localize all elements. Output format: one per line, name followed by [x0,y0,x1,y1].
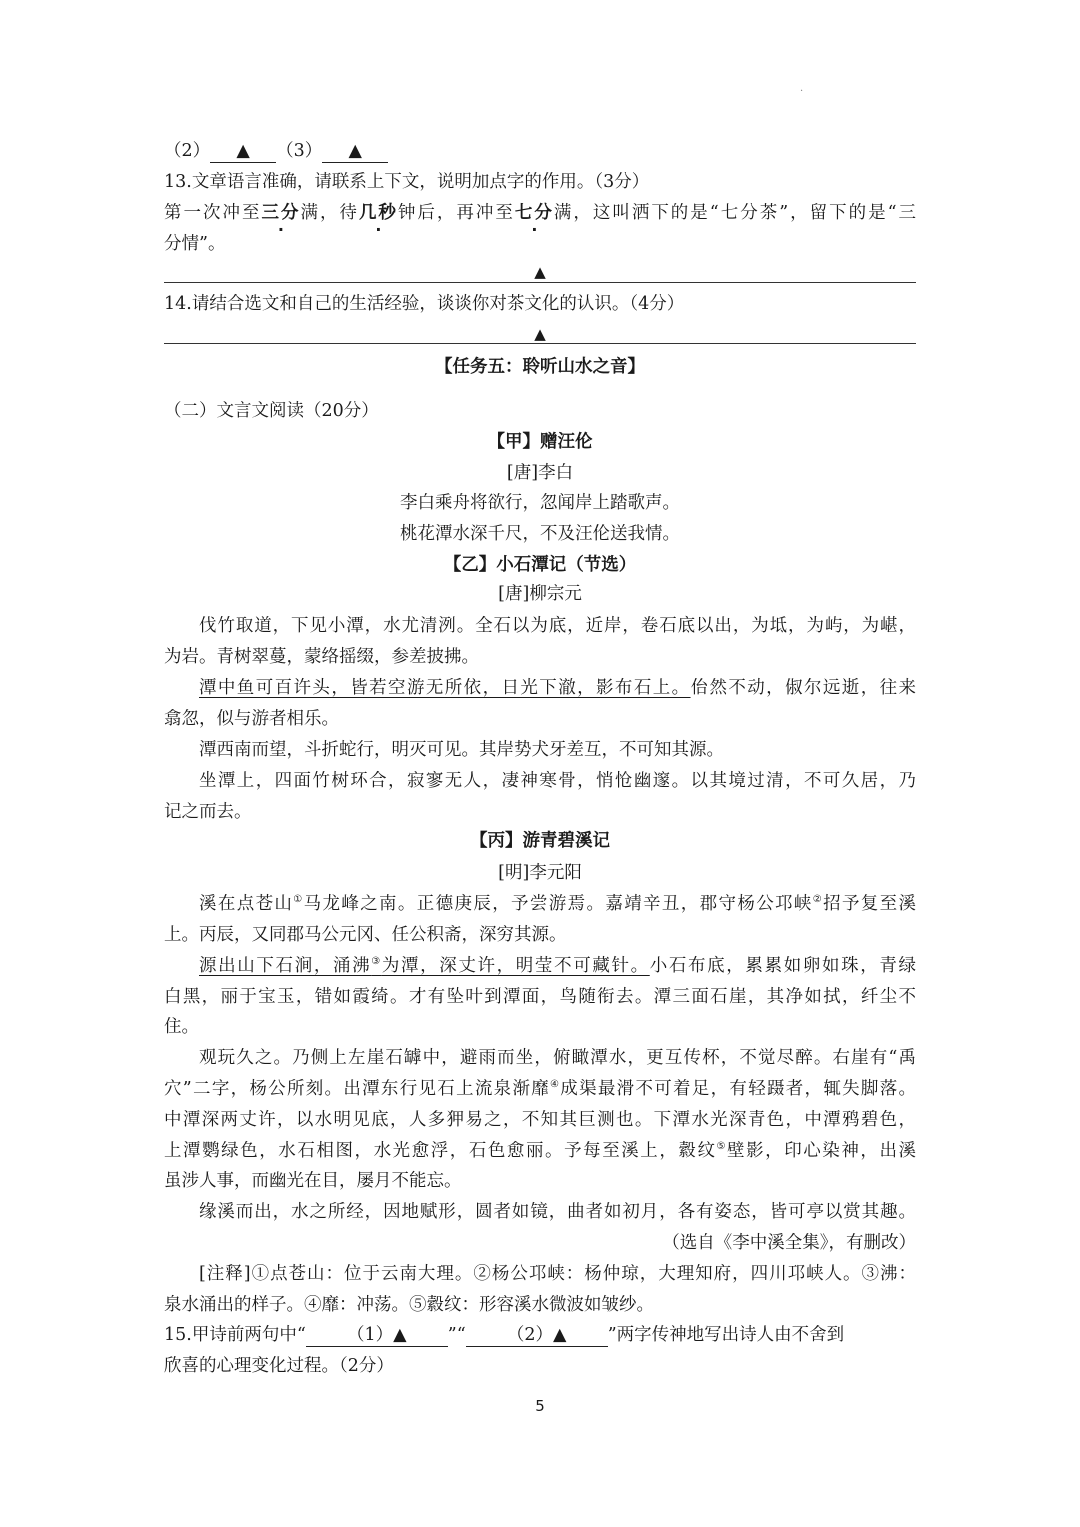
q15-text: ”“ [447,1325,466,1345]
footnote-ref: ⑤ [716,1141,728,1153]
text-source: （选自《李中溪全集》，有删改） [662,1233,916,1253]
q15-prompt-line2: 欣喜的心理变化过程。（2分） [164,1356,394,1376]
dotted-word-3: 七分 [514,203,554,223]
text-bing-paragraph: 白黑，丽于宝玉，错如霞绮。才有坠叶到潭面，鸟随衔去。潭三面石崖，其净如拭，纤尘不 [164,987,916,1007]
q15-text: 15.甲诗前两句中“ [164,1325,306,1345]
q13-text: 满，这叫洒下的是“七分茶”，留下的是“三 [553,203,917,223]
text-yi-paragraph: 记之而去。 [164,802,252,822]
text-span: 穴”二字，杨公所刻。出潭东行见石上流泉渐靡 [164,1079,551,1099]
poem-jia-author: [唐]李白 [506,463,574,483]
underlined-sentence: 潭中鱼可百许头，皆若空游无所依，日光下澈，影布石上。 [199,678,691,698]
poem-jia-line1: 李白乘舟将欲行，忽闻岸上踏歌声。 [400,493,680,513]
text-bing-paragraph [164,1136,916,1166]
text-span: 源出山下石涧，涌沸 [199,956,372,976]
q15-blank-1[interactable]: （1）▲ [306,1324,448,1347]
q15-prompt [164,1320,916,1350]
text-yi-author: [唐]柳宗元 [498,584,582,604]
q13-quote-line2: 分情”。 [164,234,226,254]
answer-blank-2[interactable]: ▲ [210,140,276,163]
poem-jia-line2: 桃花潭水深千尺，不及汪伦送我情。 [400,524,680,544]
q13-text: 第一次冲至 [164,203,262,223]
answer-marker-triangle: ▲ [534,263,546,281]
answer-marker-triangle: ▲ [534,325,546,343]
text-span: 成渠最滑不可着足，有轻蹑者，辄失脚落。 [560,1079,917,1099]
answer-blank-3[interactable]: ▲ [322,140,388,163]
dotted-word-1: 三分 [261,203,301,223]
annotation-notes: 泉水涌出的样子。④靡：冲荡。⑤縠纹：形容溪水微波如皱纱。 [164,1295,654,1315]
footnote-ref: ④ [550,1079,561,1091]
text-yi-paragraph: 坐潭上，四面竹树环合，寂寥无人，凄神寒骨，悄怆幽邃。以其境过清，不可久居，乃 [199,771,916,791]
poem-jia-title: 【甲】赠汪伦 [487,432,593,452]
text-span: 招予复至溪 [823,894,917,914]
footnote-ref: ③ [371,956,382,968]
q13-answer-line[interactable] [164,282,916,283]
text-span: 小石布底，累累如卵如珠，青绿 [649,956,917,976]
text-span: 上潭鹦绿色，水石相图，水光愈浮，石色愈丽。予每至溪上，縠纹 [164,1141,717,1161]
text-bing-paragraph [164,889,916,919]
q12-label-3: （3） [276,141,323,161]
text-span: 壁影，印心染神，出溪 [727,1141,917,1161]
annotation-notes: [注释]①点苍山：位于云南大理。②杨公邛峡：杨仲琼，大理知府，四川邛峡人。③沸： [199,1264,916,1284]
footnote-ref: ② [812,894,824,906]
q15-text: ”两字传神地写出诗人由不舍到 [607,1325,845,1345]
q12-answer-blanks [164,136,916,166]
text-bing-paragraph: 虽涉人事，而幽光在目，屡月不能忘。 [164,1171,462,1191]
text-bing-paragraph: 住。 [164,1017,199,1037]
q12-label-2: （2） [164,141,211,161]
q14-prompt: 14.请结合选文和自己的生活经验，谈谈你对茶文化的认识。（4分） [164,294,685,314]
text-span: 佁然不动，俶尔远逝，往来 [690,678,917,698]
text-bing-title: 【丙】游青碧溪记 [470,831,610,851]
text-bing-paragraph: 观玩久之。乃侧上左崖石罅中，避雨而坐，俯瞰潭水，更互传杯，不觉尽醉。右崖有“禹 [199,1048,916,1068]
text-yi-paragraph: 伐竹取道，下见小潭，水尤清洌。全石以为底，近岸，卷石底以出，为坻，为屿，为嵁， [199,616,916,636]
text-bing-paragraph: 中潭深两丈许，以水明见底，人多狎易之，不知其巨测也。下潭水光深青色，中潭鸦碧色， [164,1110,916,1130]
text-span: 为潭，深丈许，明莹不可藏针。 [381,956,650,976]
dotted-word-2: 几秒 [358,203,398,223]
text-yi-paragraph: 翕忽，似与游者相乐。 [164,709,339,729]
text-yi-paragraph: 为岩。青树翠蔓，蒙络摇缀，参差披拂。 [164,647,479,667]
task5-heading: 【任务五：聆听山水之音】 [435,357,645,377]
text-span: 马龙峰之南。正德庚辰，予尝游焉。嘉靖辛丑，郡守杨公邛峡 [303,894,813,914]
scan-mark: · [800,86,804,97]
section-heading: （二）文言文阅读（20分） [164,401,379,421]
q13-prompt: 13.文章语言准确，请联系上下文，说明加点字的作用。（3分） [164,172,650,192]
q13-quote-line1 [164,198,916,228]
footnote-ref: ① [293,894,304,906]
text-yi-paragraph [164,673,916,703]
text-bing-paragraph: 上。丙辰，又同郡马公元冈、任公积斋，深穷其源。 [164,925,567,945]
q13-text: 满，待 [300,203,359,223]
text-bing-paragraph [164,951,916,981]
underlined-sentence [199,956,650,976]
text-bing-paragraph: 缘溪而出，水之所经，因地赋形，圆者如镜，曲者如初月，各有姿态，皆可亭以赏其趣。 [199,1202,916,1222]
q14-answer-line[interactable] [164,343,916,344]
page-number: 5 [535,1397,545,1415]
q13-text: 钟后，再冲至 [397,203,515,223]
text-span: 溪在点苍山 [199,894,294,914]
text-yi-title: 【乙】小石潭记（节选） [443,555,637,575]
text-yi-paragraph: 潭西南而望，斗折蛇行，明灭可见。其岸势犬牙差互，不可知其源。 [199,740,724,760]
text-bing-author: [明]李元阳 [498,863,582,883]
q15-blank-2[interactable]: （2）▲ [466,1324,608,1347]
text-bing-paragraph [164,1074,916,1104]
